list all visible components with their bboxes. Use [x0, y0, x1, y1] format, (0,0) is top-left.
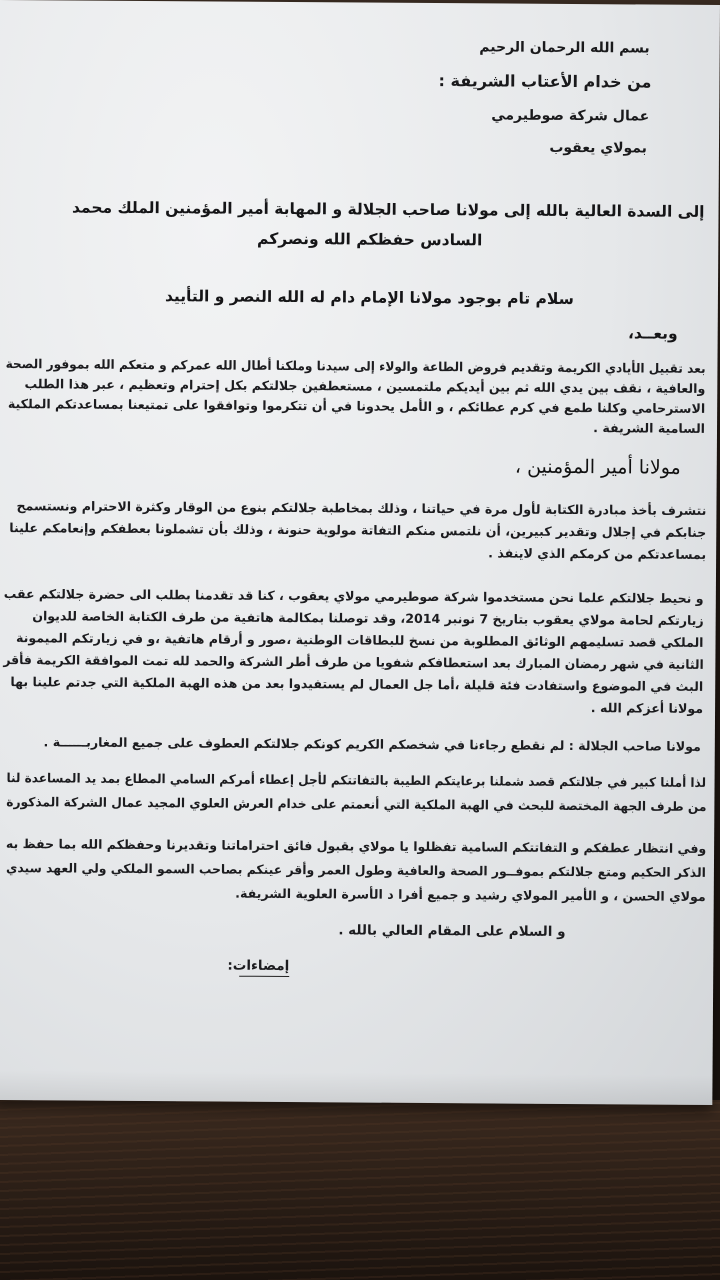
paper-bottom-shadow	[0, 1070, 713, 1105]
para3-line-4: الثانية في شهر رمضان المبارك بعد استعطافكم شفويا من طرف أطر الشركة والحمد لله تمت الموافقة الكريمة فأقر	[2, 652, 704, 672]
para1-line-1: بعد تقبيل الأيادي الكريمة وتقديم فروض الطاعة والولاء إلى سيدنا وملكنا أطال الله عمركم و متعكم الله بموفور الصحة	[5, 356, 706, 376]
greeting: سلام تام بوجود مولانا الإمام دام له الله النصر و التأييد	[164, 287, 574, 309]
workers-line: عمال شركة صوطيرمي	[491, 107, 650, 125]
place-line: بمولاي يعقوب	[549, 139, 648, 157]
para3-line-3: الملكي قصد تسليمهم الوثائق المطلوبة من نسخ للبطاقات الوطنية ،صور و أرقام هاتفية ،و في زيارتكم الميمونة	[15, 630, 704, 650]
para3-line-5: البث في الموضوع واستفادت فئة قليلة ،أما جل العمال لم يستفيدوا بعد من هذه الهبة الملكية التي جدتم علينا بها	[10, 674, 704, 694]
para5-line-1: لذا أملنا كبير في جلالتكم قصد شملنا برعايتكم الطيبة بالتفاتتكم لأجل إعطاء أمركم السامي المطاع بمد يد المساعدة لنا	[6, 770, 707, 790]
signatures-label: إمضاءات:	[227, 957, 290, 975]
closing: و السلام على المقام العالي بالله .	[338, 922, 566, 940]
para6-line-1: وفي انتظار عطفكم و التفاتتكم السامية تفظلوا يا مولاي بقبول فائق احتراماتنا وتقديرنا وحفظكم الله بما حفظ به	[5, 836, 707, 856]
para1-line-4: السامية الشريفة .	[593, 420, 706, 436]
para2-line-3: بمساعدتكم من كرمكم الذي لاينفذ .	[488, 545, 707, 562]
para2-line-2: جنابكم في إجلال وتقدير كبيرين، أن نلتمس منكم التفاتة مولوية حنونة ، وذلك بأن تشملونا بعطفكم وإنعامكم علينا	[9, 520, 707, 540]
para3-line-2: زيارتكم لحامة مولاي يعقوب بتاريخ 7 نونبر 2014، وقد توصلنا بمكالمة هاتفية من طرف الكتابة الخاصة للديوان	[32, 608, 704, 628]
para1-line-2: والعافية ، نقف بين يدي الله ثم بين أيديكم ملتمسين ، مستعطفين جلالتكم بكل إحترام وتعظيم ، عبر هذا الطلب	[24, 376, 706, 396]
waba3d: وبعــد،	[627, 324, 678, 343]
wooden-table	[0, 1100, 720, 1280]
para1-line-3: الاسترحامي وكلنا طمع في كرم عطائكم ، و الأمل يحدونا في أن تتكرموا وتوافقوا على تمتيعنا بمساعدتكم الملكية	[7, 396, 706, 416]
para6-line-2: الذكر الحكيم ومتع جلالتكم بموفــور الصحة والعافية وطول العمر وأقر عينكم بصاحب السمو الملكي ولي العهد سيدي	[6, 860, 706, 880]
para2-line-1: نتشرف بأخذ مبادرة الكتابة لأول مرة في حياتنا ، وذلك بمخاطبة جلالتكم بنوع من الوقار وكثرة الاحترام ونستسمح	[16, 498, 707, 518]
para3-line-1: و نحيط جلالتكم علما نحن مستخدموا شركة صوطيرمي مولاي يعقوب ، كنا قد تقدمنا بطلب الى حضرة جلالتكم عقب	[4, 586, 704, 606]
basmala: بسم الله الرحمان الرحيم	[479, 39, 650, 57]
sender-line: من خدام الأعتاب الشريفة :	[438, 71, 652, 92]
title-line-1: إلى السدة العالية بالله إلى مولانا صاحب الجلالة و المهابة أمير المؤمنين الملك محمد	[71, 198, 705, 221]
para4: مولانا صاحب الجلالة : لم نقطع رجاءنا في شخصكم الكريم كونكم جلالتكم العطوف على جميع المغاربــــــة .	[43, 734, 701, 754]
para6-line-3: مولاي الحسن ، و الأمير المولاي رشيد و جميع أفرا د الأسرة العلوية الشريفة.	[235, 885, 706, 904]
title-line-2: السادس حفظكم الله ونصركم	[257, 229, 483, 250]
para3-line-6: مولانا أعزكم الله .	[590, 700, 704, 716]
signatures-underline	[239, 976, 289, 977]
para5-line-2: من طرف الجهة المختصة للبحث في الهبة الملكية التي أنعمتم على خدام العرش العلوي المجيد عمال الشركة المذكورة	[6, 794, 707, 814]
address-line: مولانا أمير المؤمنين ،	[514, 455, 681, 479]
